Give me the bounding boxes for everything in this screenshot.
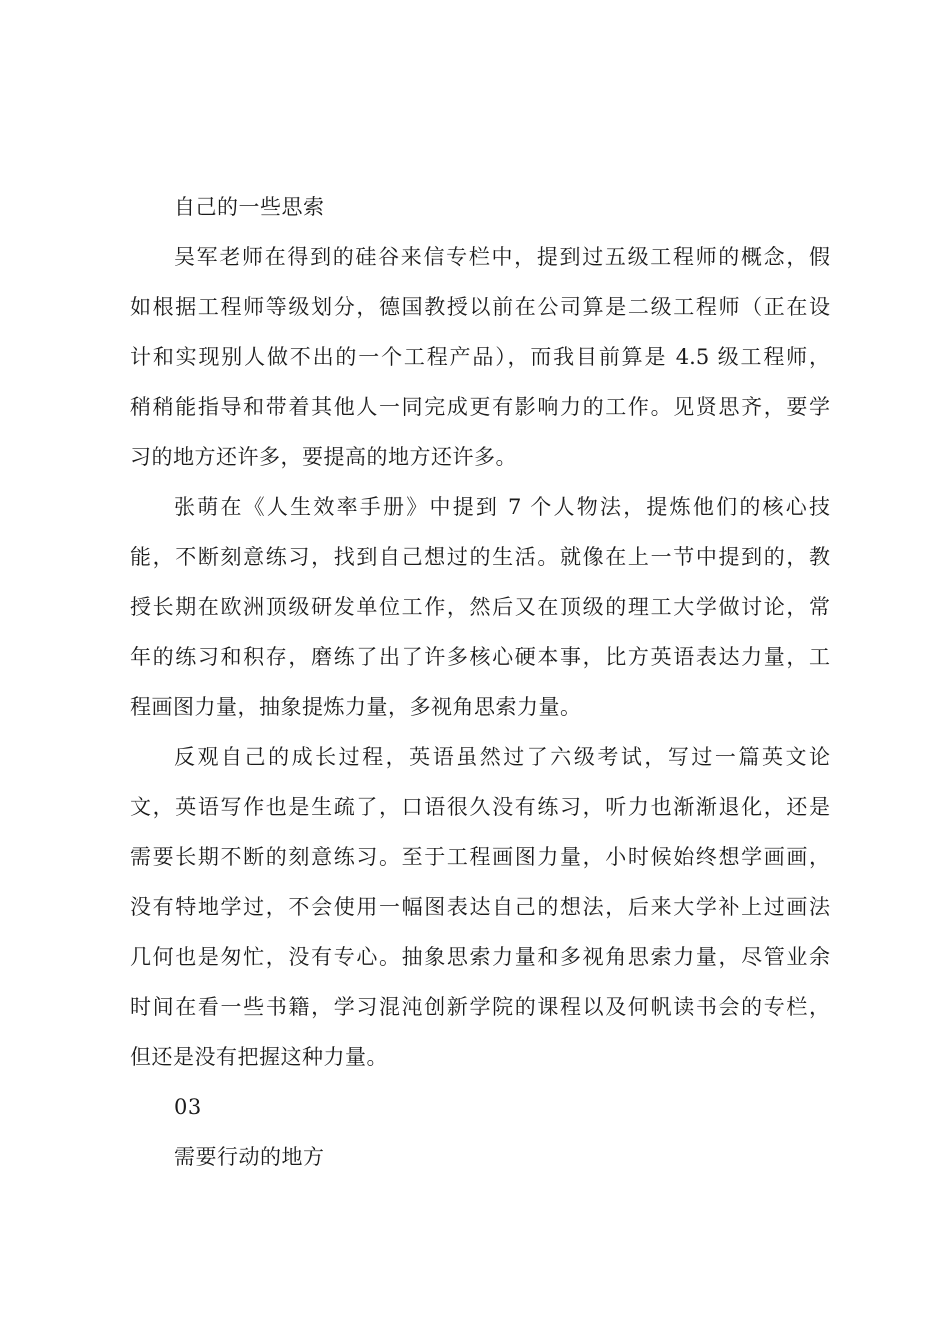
paragraph-line: 但还是没有把握这种力量。 <box>130 1045 388 1069</box>
paragraph-line: 时间在看一些书籍，学习混沌创新学院的课程以及何帆读书会的专栏， <box>130 995 830 1019</box>
section-number: 03 <box>174 1095 202 1119</box>
paragraph-line: 习的地方还许多，要提高的地方还许多。 <box>130 445 517 469</box>
paragraph-line: 计和实现别人做不出的一个工程产品），而我目前算是 4.5 级工程师， <box>130 345 830 369</box>
paragraph-line: 需要长期不断的刻意练习。至于工程画图力量，小时候始终想学画画， <box>130 845 830 869</box>
paragraph-line: 没有特地学过，不会使用一幅图表达自己的想法，后来大学补上过画法 <box>130 895 830 919</box>
paragraph-line: 吴军老师在得到的硅谷来信专栏中，提到过五级工程师的概念，假 <box>174 245 830 269</box>
paragraph-line: 如根据工程师等级划分，德国教授以前在公司算是二级工程师（正在设 <box>130 295 830 319</box>
section-heading: 自己的一些思索 <box>174 195 325 219</box>
paragraph-line: 张萌在《人生效率手册》中提到 7 个人物法，提炼他们的核心技 <box>174 495 830 519</box>
section-heading: 需要行动的地方 <box>174 1145 325 1169</box>
paragraph-line: 授长期在欧洲顶级研发单位工作，然后又在顶级的理工大学做讨论，常 <box>130 595 830 619</box>
paragraph-line: 反观自己的成长过程，英语虽然过了六级考试，写过一篇英文论 <box>174 745 830 769</box>
paragraph-line: 年的练习和积存，磨练了出了许多核心硬本事，比方英语表达力量，工 <box>130 645 830 669</box>
paragraph-line: 能，不断刻意练习，找到自己想过的生活。就像在上一节中提到的，教 <box>130 545 830 569</box>
paragraph-line: 程画图力量，抽象提炼力量，多视角思索力量。 <box>130 695 582 719</box>
paragraph-line: 几何也是匆忙，没有专心。抽象思索力量和多视角思索力量，尽管业余 <box>130 945 830 969</box>
paragraph-line: 稍稍能指导和带着其他人一同完成更有影响力的工作。见贤思齐，要学 <box>130 395 830 419</box>
paragraph-line: 文，英语写作也是生疏了，口语很久没有练习，听力也渐渐退化，还是 <box>130 795 830 819</box>
